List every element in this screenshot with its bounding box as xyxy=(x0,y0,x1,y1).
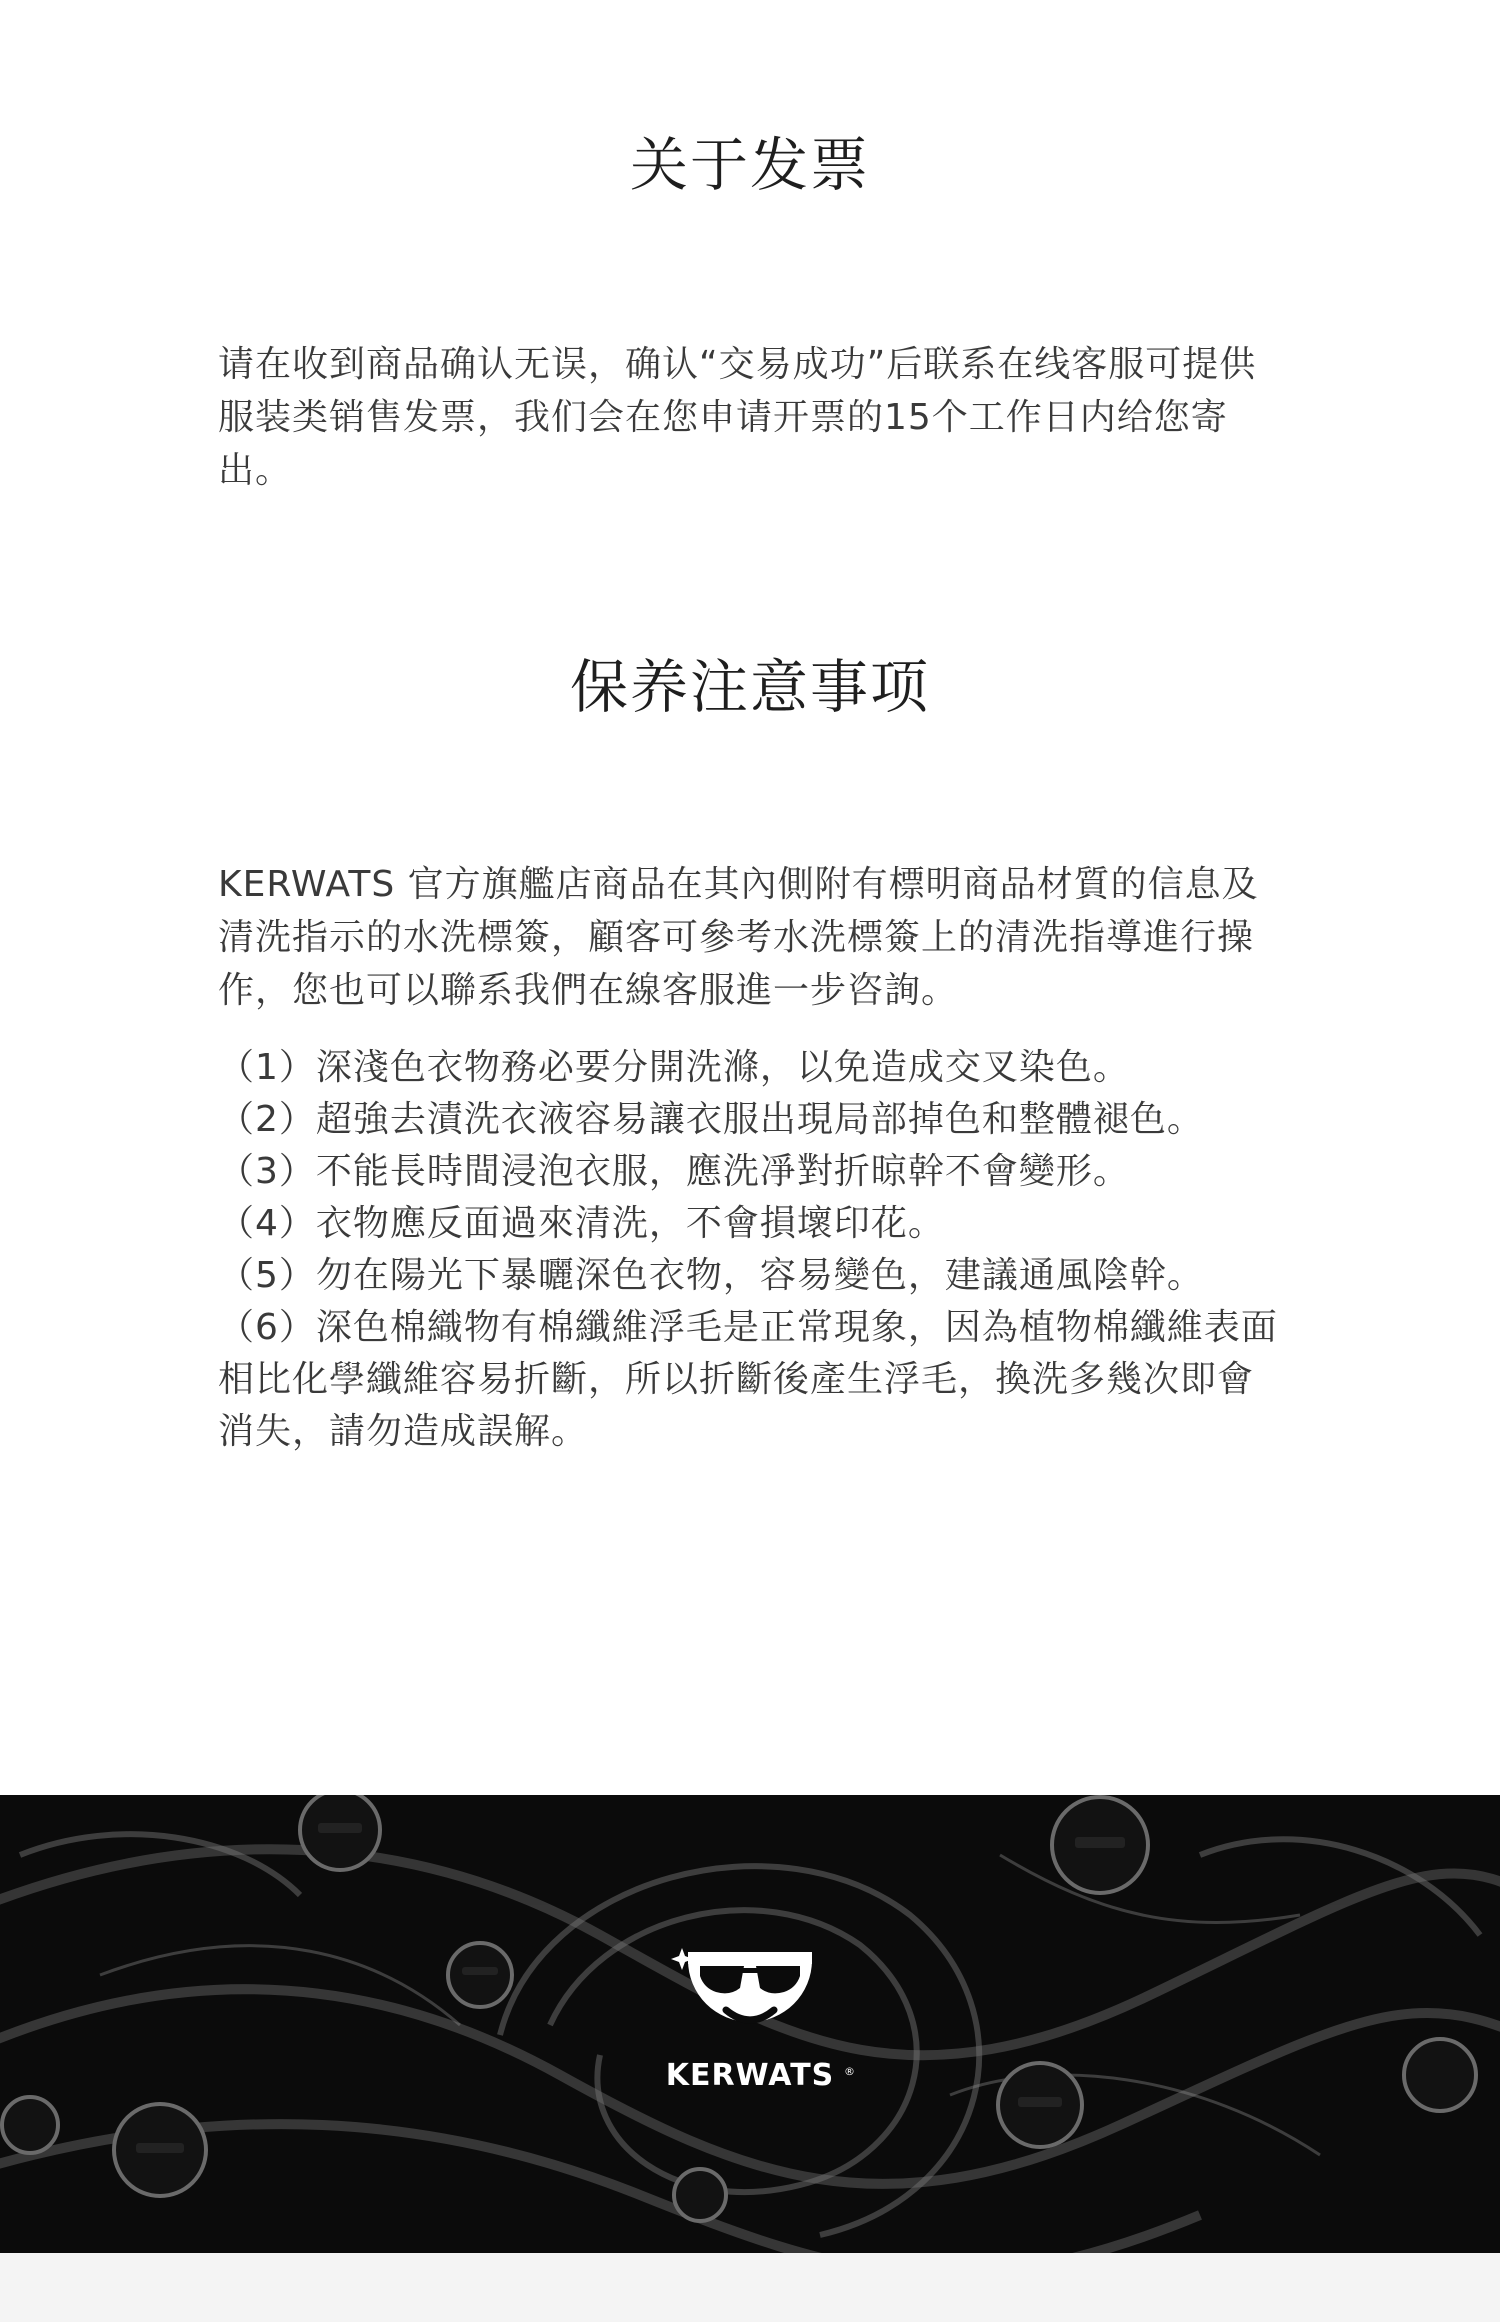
brand-logo xyxy=(660,1930,840,2110)
care-intro-paragraph: KERWATS 官方旗艦店商品在其內側附有標明商品材質的信息及清洗指示的水洗標簽，顧客可參考水洗標簽上的清洗指導進行操作，您也可以聯系我們在線客服進一步咨詢。 xyxy=(218,864,1259,1011)
care-item: （6）深色棉織物有棉纖維浮毛是正常現象，因為植物棉纖維表面相比化學纖維容易折斷，所以折斷後產生浮毛，換洗多幾次即會消失，請勿造成誤解。 xyxy=(218,1307,1278,1452)
invoice-description: 请在收到商品确认无误，确认“交易成功”后联系在线客服可提供服装类销售发票，我们会在您申请开票的15个工作日内给您寄出。 xyxy=(218,344,1257,491)
care-section-title: 保养注意事项 xyxy=(569,653,930,721)
bottom-strip xyxy=(0,2253,1500,2322)
care-item: （2）超強去漬洗衣液容易讓衣服出現局部掉色和整體褪色。 xyxy=(218,1099,1204,1140)
care-item: （3）不能長時間浸泡衣服，應洗凈對折晾幹不會變形。 xyxy=(218,1151,1130,1192)
care-item: （4）衣物應反面過來清洗，不會損壞印花。 xyxy=(218,1203,945,1244)
registered-mark: ® xyxy=(844,2065,855,2078)
invoice-section-title: 关于发票 xyxy=(629,131,870,199)
care-instructions-list xyxy=(218,1042,1308,1458)
care-item: （1）深淺色衣物務必要分開洗滌，以免造成交叉染色。 xyxy=(218,1047,1130,1088)
brand-wordmark: KERWATS xyxy=(665,2058,835,2093)
sunglasses-smiley-icon xyxy=(660,1930,840,2055)
care-item: （5）勿在陽光下暴曬深色衣物，容易變色，建議通風陰幹。 xyxy=(218,1255,1204,1296)
